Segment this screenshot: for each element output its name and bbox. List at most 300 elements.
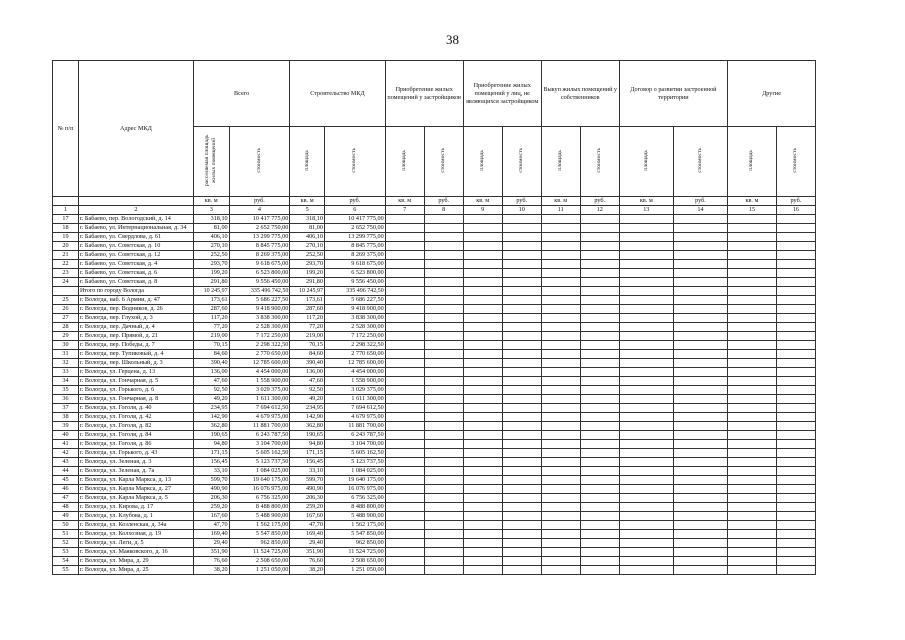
empty-cell: [502, 404, 541, 413]
row-construction-area: 490,90: [290, 485, 325, 494]
row-address: г. Вологда, пер. Школьный, д. 3: [79, 359, 194, 368]
empty-cell: [463, 278, 502, 287]
empty-cell: [463, 458, 502, 467]
empty-cell: [541, 467, 580, 476]
empty-cell: [728, 215, 777, 224]
empty-cell: [728, 278, 777, 287]
empty-cell: [776, 215, 815, 224]
empty-cell: [776, 368, 815, 377]
empty-cell: [385, 224, 424, 233]
units-row: [53, 197, 816, 206]
empty-cell: [619, 476, 673, 485]
empty-cell: [728, 377, 777, 386]
column-number: 14: [673, 206, 727, 215]
empty-cell: [673, 404, 727, 413]
row-address: г. Вологда, ул. Зеленая, д. 3: [79, 458, 194, 467]
empty-cell: [541, 350, 580, 359]
empty-cell: [728, 305, 777, 314]
table-row: [53, 566, 816, 575]
row-construction-cost: 2 298 322,50: [324, 341, 385, 350]
empty-cell: [463, 539, 502, 548]
row-construction-area: 142,90: [290, 413, 325, 422]
empty-cell: [673, 269, 727, 278]
row-total-area: 293,70: [193, 260, 229, 269]
row-number: 38: [53, 413, 79, 422]
empty-cell: [673, 440, 727, 449]
row-total-cost: 10 417 775,00: [229, 215, 290, 224]
row-total-cost: 2 770 650,00: [229, 350, 290, 359]
empty-cell: [776, 359, 815, 368]
row-total-cost: 11 881 700,00: [229, 422, 290, 431]
row-construction-area: 406,10: [290, 233, 325, 242]
column-number: 6: [324, 206, 385, 215]
row-construction-area: 234,95: [290, 404, 325, 413]
empty-cell: [580, 386, 619, 395]
row-total-cost: 2 508 650,00: [229, 557, 290, 566]
row-construction-cost: 13 299 775,00: [324, 233, 385, 242]
empty-cell: [776, 539, 815, 548]
row-construction-cost: 2 770 650,00: [324, 350, 385, 359]
row-address: г. Вологда, ул. Гоголя, д. 86: [79, 440, 194, 449]
empty-cell: [728, 323, 777, 332]
empty-cell: [541, 557, 580, 566]
unit-area: кв. м: [193, 197, 229, 206]
empty-cell: [728, 521, 777, 530]
empty-cell: [541, 485, 580, 494]
row-number: 23: [53, 269, 79, 278]
column-number: 13: [619, 206, 673, 215]
empty-cell: [728, 539, 777, 548]
row-number: 51: [53, 530, 79, 539]
empty-cell: [424, 296, 463, 305]
empty-cell: [385, 278, 424, 287]
row-construction-cost: 5 123 737,50: [324, 458, 385, 467]
empty-cell: [463, 305, 502, 314]
empty-cell: [776, 467, 815, 476]
table-row: [53, 368, 816, 377]
row-number: 27: [53, 314, 79, 323]
empty-cell: [502, 323, 541, 332]
row-construction-area: 94,80: [290, 440, 325, 449]
group-header-buyout: Выкуп жилых помещений у собственников: [541, 61, 619, 127]
row-total-cost: 9 556 450,00: [229, 278, 290, 287]
resettlement-table: [52, 60, 816, 575]
row-total-area: 76,60: [193, 557, 229, 566]
empty-cell: [728, 242, 777, 251]
row-address: г. Вологда, ул. Зеленая, д. 7а: [79, 467, 194, 476]
subheader-area: площадь: [619, 127, 673, 197]
column-number: 9: [463, 206, 502, 215]
empty-cell: [463, 341, 502, 350]
empty-cell: [463, 413, 502, 422]
row-address: г. Вологда, пер. Победы, д. 7: [79, 341, 194, 350]
table-row: [53, 431, 816, 440]
empty-cell: [385, 521, 424, 530]
subtotal-row: [53, 287, 816, 296]
row-construction-area: 318,10: [290, 215, 325, 224]
row-total-area: 291,80: [193, 278, 229, 287]
row-construction-area: 70,15: [290, 341, 325, 350]
empty-cell: [776, 530, 815, 539]
empty-cell: [673, 305, 727, 314]
empty-cell: [424, 566, 463, 575]
empty-cell: [385, 512, 424, 521]
table-row: [53, 296, 816, 305]
empty-cell: [541, 359, 580, 368]
empty-cell: [619, 557, 673, 566]
subheader-area: площадь: [728, 127, 777, 197]
empty-cell: [463, 242, 502, 251]
row-construction-cost: 4 679 975,00: [324, 413, 385, 422]
empty-cell: [463, 233, 502, 242]
empty-cell: [728, 548, 777, 557]
empty-cell: [673, 260, 727, 269]
row-address: г. Вологда, ул. Кирова, д. 17: [79, 503, 194, 512]
row-construction-area: 33,10: [290, 467, 325, 476]
row-construction-area: 173,61: [290, 296, 325, 305]
row-total-cost: 2 528 300,00: [229, 323, 290, 332]
empty-cell: [424, 314, 463, 323]
row-construction-cost: 1 558 900,00: [324, 377, 385, 386]
row-number: 22: [53, 260, 79, 269]
empty-cell: [385, 332, 424, 341]
row-construction-cost: 11 881 700,00: [324, 422, 385, 431]
empty-cell: [619, 305, 673, 314]
empty-cell: [502, 503, 541, 512]
empty-cell: [776, 314, 815, 323]
empty-cell: [728, 404, 777, 413]
unit-area: кв. м: [463, 197, 502, 206]
empty-cell: [424, 278, 463, 287]
unit-area: кв. м: [385, 197, 424, 206]
empty-cell: [502, 314, 541, 323]
empty-cell: [385, 269, 424, 278]
row-construction-cost: 7 694 612,50: [324, 404, 385, 413]
empty-cell: [673, 215, 727, 224]
table-row: [53, 539, 816, 548]
row-address: г. Вологда, ул. Гончарная, д. 8: [79, 395, 194, 404]
empty-cell: [673, 494, 727, 503]
empty-cell: [463, 548, 502, 557]
row-address: Итого по городу Вологда: [79, 287, 194, 296]
row-address: г. Вологда, ул. Мира, д. 29: [79, 557, 194, 566]
row-total-cost: 7 172 250,00: [229, 332, 290, 341]
row-construction-area: 362,80: [290, 422, 325, 431]
row-address: г. Вологда, ул. Гоголя, д. 84: [79, 431, 194, 440]
empty-cell: [424, 341, 463, 350]
empty-cell: [728, 314, 777, 323]
empty-cell: [385, 242, 424, 251]
empty-cell: [580, 512, 619, 521]
empty-cell: [385, 368, 424, 377]
empty-cell: [580, 413, 619, 422]
row-address: г. Бабаево, ул. Советская, д. 4: [79, 260, 194, 269]
empty-cell: [385, 503, 424, 512]
row-number: 28: [53, 323, 79, 332]
empty-cell: [580, 476, 619, 485]
empty-cell: [673, 278, 727, 287]
empty-cell: [463, 332, 502, 341]
row-number: 41: [53, 440, 79, 449]
empty-cell: [424, 494, 463, 503]
row-construction-area: 136,00: [290, 368, 325, 377]
empty-cell: [728, 440, 777, 449]
table-row: [53, 341, 816, 350]
empty-cell: [673, 332, 727, 341]
empty-cell: [619, 458, 673, 467]
empty-cell: [424, 521, 463, 530]
empty-cell: [463, 287, 502, 296]
empty-cell: [424, 431, 463, 440]
empty-cell: [385, 395, 424, 404]
column-number: 7: [385, 206, 424, 215]
unit-cost: руб.: [776, 197, 815, 206]
row-total-cost: 5 123 737,50: [229, 458, 290, 467]
empty-cell: [580, 530, 619, 539]
row-total-area: 318,10: [193, 215, 229, 224]
empty-cell: [385, 422, 424, 431]
empty-cell: [385, 305, 424, 314]
empty-cell: [776, 449, 815, 458]
empty-cell: [502, 539, 541, 548]
empty-cell: [463, 269, 502, 278]
row-construction-cost: 8 269 375,00: [324, 251, 385, 260]
empty-cell: [673, 323, 727, 332]
empty-cell: [541, 404, 580, 413]
row-construction-cost: 2 508 650,00: [324, 557, 385, 566]
empty-cell: [541, 413, 580, 422]
subheader-cost: стоимость: [424, 127, 463, 197]
empty-cell: [728, 458, 777, 467]
table-row: [53, 332, 816, 341]
empty-cell: [776, 521, 815, 530]
row-construction-cost: 3 104 700,00: [324, 440, 385, 449]
row-total-cost: 4 454 000,00: [229, 368, 290, 377]
column-number: 1: [53, 206, 79, 215]
row-construction-area: 259,20: [290, 503, 325, 512]
empty-cell: [424, 530, 463, 539]
empty-cell: [580, 467, 619, 476]
empty-cell: [580, 458, 619, 467]
empty-cell: [424, 467, 463, 476]
empty-cell: [673, 503, 727, 512]
unit-area: кв. м: [541, 197, 580, 206]
row-total-cost: 16 076 975,00: [229, 485, 290, 494]
empty-cell: [463, 395, 502, 404]
table-row: [53, 530, 816, 539]
empty-cell: [463, 350, 502, 359]
empty-cell: [541, 341, 580, 350]
empty-cell: [463, 314, 502, 323]
empty-cell: [385, 467, 424, 476]
row-construction-area: 270,10: [290, 242, 325, 251]
empty-cell: [502, 413, 541, 422]
empty-cell: [385, 359, 424, 368]
row-total-cost: 8 488 800,00: [229, 503, 290, 512]
row-number: 29: [53, 332, 79, 341]
row-total-cost: 3 838 300,00: [229, 314, 290, 323]
empty-cell: [619, 431, 673, 440]
empty-cell: [619, 287, 673, 296]
table-row: [53, 503, 816, 512]
row-construction-area: 219,00: [290, 332, 325, 341]
empty-cell: [502, 530, 541, 539]
empty-cell: [424, 413, 463, 422]
row-construction-cost: 3 838 300,00: [324, 314, 385, 323]
empty-cell: [502, 377, 541, 386]
empty-cell: [424, 332, 463, 341]
empty-cell: [728, 296, 777, 305]
empty-cell: [619, 404, 673, 413]
empty-cell: [502, 233, 541, 242]
group-header-non-developers: Приобретение жилых помещений у лиц, не являющихся застройщиком: [463, 61, 541, 127]
empty-cell: [673, 458, 727, 467]
empty-cell: [619, 269, 673, 278]
empty-cell: [673, 485, 727, 494]
empty-cell: [619, 296, 673, 305]
empty-cell: [502, 557, 541, 566]
row-construction-cost: 2 652 750,00: [324, 224, 385, 233]
table-row: [53, 269, 816, 278]
empty-cell: [424, 269, 463, 278]
table-row: [53, 377, 816, 386]
row-total-area: 142,90: [193, 413, 229, 422]
page-number: 38: [446, 32, 459, 47]
empty-cell: [385, 260, 424, 269]
empty-cell: [619, 422, 673, 431]
empty-cell: [673, 413, 727, 422]
empty-cell: [541, 314, 580, 323]
empty-cell: [502, 548, 541, 557]
empty-cell: [580, 566, 619, 575]
empty-cell: [463, 449, 502, 458]
row-total-area: 259,20: [193, 503, 229, 512]
empty-cell: [580, 485, 619, 494]
empty-cell: [619, 215, 673, 224]
row-total-area: 81,00: [193, 224, 229, 233]
table-row: [53, 449, 816, 458]
empty-cell: [424, 404, 463, 413]
empty-cell: [541, 242, 580, 251]
row-number: 55: [53, 566, 79, 575]
empty-cell: [463, 557, 502, 566]
empty-cell: [776, 422, 815, 431]
row-total-area: 270,10: [193, 242, 229, 251]
empty-cell: [424, 233, 463, 242]
row-address: г. Вологда, пер. Глухой, д. 3: [79, 314, 194, 323]
empty-cell: [776, 503, 815, 512]
empty-cell: [502, 566, 541, 575]
empty-cell: [541, 395, 580, 404]
empty-cell: [580, 377, 619, 386]
empty-cell: [580, 395, 619, 404]
row-total-cost: 1 251 050,00: [229, 566, 290, 575]
empty-cell: [728, 224, 777, 233]
empty-cell: [424, 458, 463, 467]
row-address: г. Вологда, ул. Герцена, д. 13: [79, 368, 194, 377]
header-address: Адрес МКД: [79, 61, 194, 197]
row-number: 18: [53, 224, 79, 233]
row-construction-cost: 8 488 800,00: [324, 503, 385, 512]
empty-cell: [776, 476, 815, 485]
empty-cell: [385, 341, 424, 350]
empty-cell: [424, 503, 463, 512]
column-number: 4: [229, 206, 290, 215]
empty-cell: [619, 332, 673, 341]
empty-cell: [541, 386, 580, 395]
empty-cell: [385, 485, 424, 494]
empty-cell: [673, 368, 727, 377]
row-total-area: 70,15: [193, 341, 229, 350]
empty-cell: [580, 224, 619, 233]
row-construction-cost: 11 524 725,00: [324, 548, 385, 557]
row-address: г. Бабаево, ул. Советская, д. 6: [79, 269, 194, 278]
row-number: 49: [53, 512, 79, 521]
row-address: г. Вологда, ул. Карла Маркса, д. 13: [79, 476, 194, 485]
empty-cell: [619, 413, 673, 422]
row-total-cost: 8 269 375,00: [229, 251, 290, 260]
empty-cell: [541, 566, 580, 575]
empty-cell: [502, 287, 541, 296]
unit-cost: руб.: [580, 197, 619, 206]
empty-cell: [502, 386, 541, 395]
row-construction-area: 390,40: [290, 359, 325, 368]
empty-cell: [502, 485, 541, 494]
empty-cell: [424, 224, 463, 233]
row-total-area: 362,80: [193, 422, 229, 431]
row-address: г. Бабаево, ул. Советская, д. 12: [79, 251, 194, 260]
empty-cell: [776, 296, 815, 305]
empty-cell: [728, 413, 777, 422]
row-address: г. Вологда, ул. Козленская, д. 34а: [79, 521, 194, 530]
empty-cell: [463, 323, 502, 332]
unit-area: кв. м: [619, 197, 673, 206]
empty-cell: [776, 404, 815, 413]
empty-cell: [541, 431, 580, 440]
row-address: г. Вологда, ул. Леги, д. 5: [79, 539, 194, 548]
empty-cell: [673, 377, 727, 386]
empty-cell: [385, 539, 424, 548]
empty-cell: [424, 548, 463, 557]
empty-cell: [619, 395, 673, 404]
empty-cell: [385, 404, 424, 413]
row-address: г. Вологда, пер. Тупиковый, д. 4: [79, 350, 194, 359]
row-construction-cost: 1 611 300,00: [324, 395, 385, 404]
row-construction-area: 49,20: [290, 395, 325, 404]
row-construction-cost: 5 547 850,00: [324, 530, 385, 539]
empty-cell: [463, 260, 502, 269]
empty-cell: [424, 539, 463, 548]
empty-cell: [541, 296, 580, 305]
empty-cell: [776, 431, 815, 440]
empty-cell: [502, 359, 541, 368]
row-total-area: 47,60: [193, 377, 229, 386]
empty-cell: [541, 332, 580, 341]
row-total-cost: 6 243 787,50: [229, 431, 290, 440]
empty-cell: [619, 323, 673, 332]
empty-cell: [673, 296, 727, 305]
empty-cell: [463, 377, 502, 386]
empty-cell: [580, 449, 619, 458]
row-total-cost: 3 029 375,00: [229, 386, 290, 395]
row-total-area: 10 245,97: [193, 287, 229, 296]
row-total-cost: 5 605 162,50: [229, 449, 290, 458]
subheader-cost: стоимость: [580, 127, 619, 197]
empty-cell: [385, 548, 424, 557]
row-total-area: 117,20: [193, 314, 229, 323]
empty-cell: [463, 467, 502, 476]
row-number: [53, 287, 79, 296]
